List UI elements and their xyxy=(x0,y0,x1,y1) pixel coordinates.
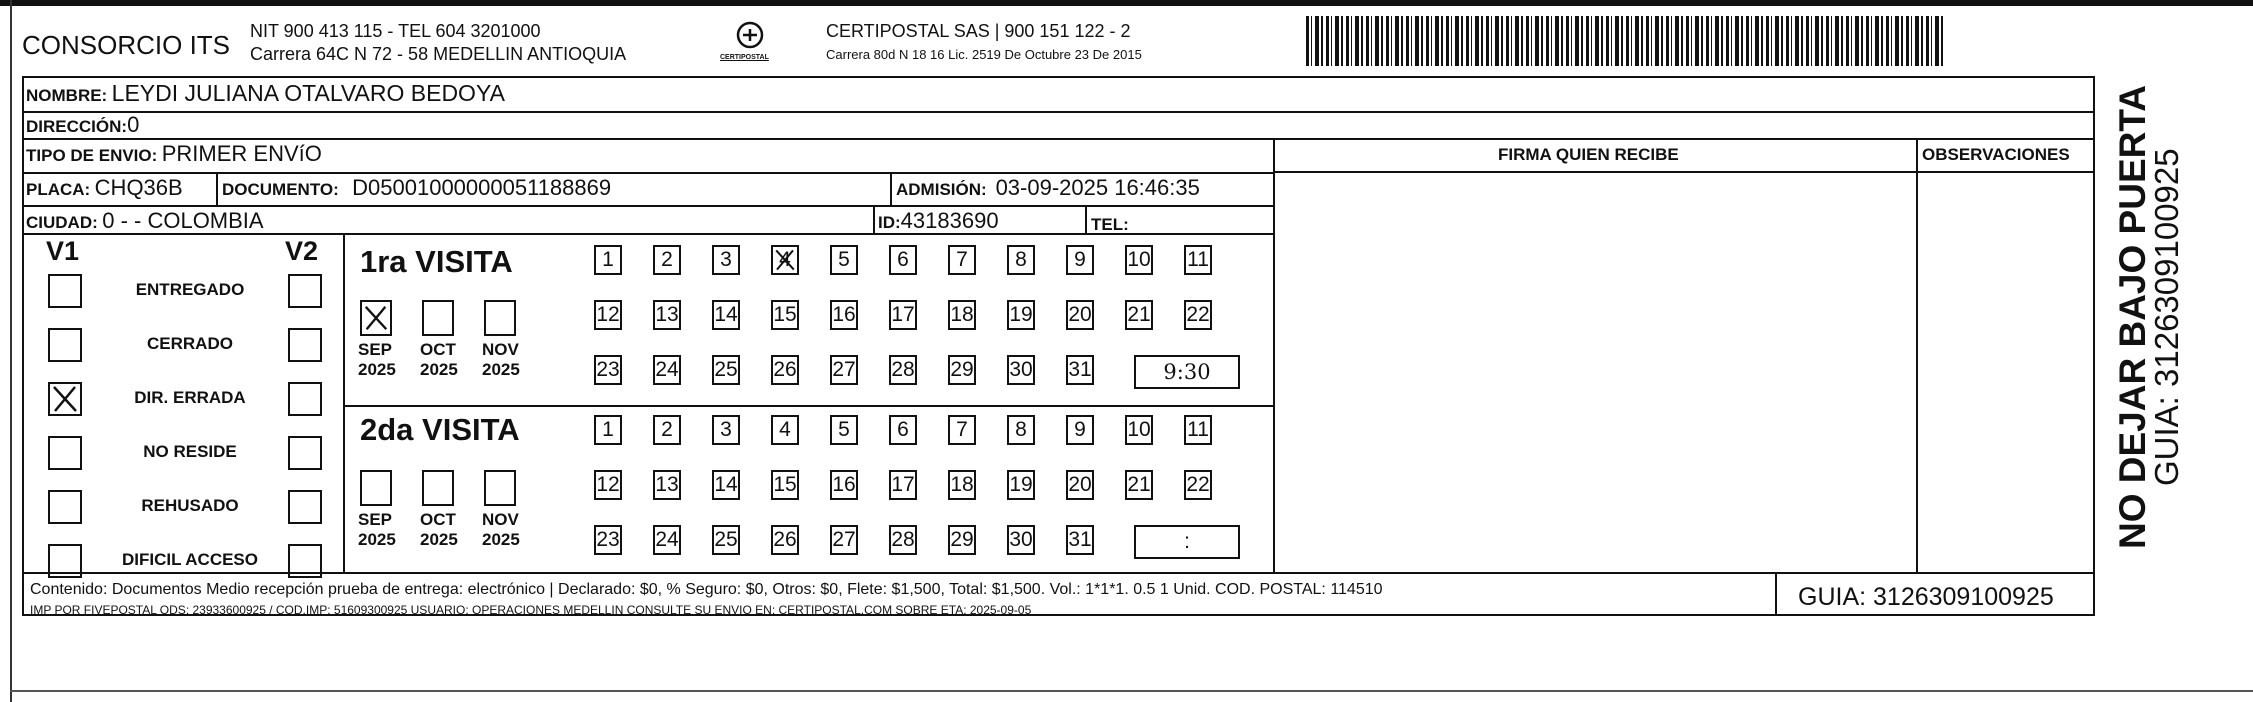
day-box-10[interactable] xyxy=(1125,415,1153,445)
day-box-16[interactable] xyxy=(830,300,858,330)
day-number: 14 xyxy=(714,303,738,326)
day-number: 27 xyxy=(832,528,856,551)
second-visit-title: 2da VISITA xyxy=(360,412,520,447)
year-label: 2025 xyxy=(420,530,458,549)
day-number: 26 xyxy=(773,528,797,551)
day-number: 2 xyxy=(661,418,673,441)
col-divider xyxy=(1775,572,1777,616)
day-number: 6 xyxy=(897,248,909,271)
day-box-11[interactable] xyxy=(1184,245,1212,275)
day-box-8[interactable] xyxy=(1007,415,1035,445)
status-v2-checkbox[interactable] xyxy=(288,274,322,308)
day-number: 31 xyxy=(1068,358,1092,381)
day-number: 11 xyxy=(1187,418,1209,441)
day-box-31[interactable] xyxy=(1066,355,1094,385)
v2-header: V2 xyxy=(285,236,319,266)
placa-label: PLACA: xyxy=(26,180,91,199)
day-number: 7 xyxy=(956,418,968,441)
day-box-9[interactable] xyxy=(1066,415,1094,445)
tipo-envio-field xyxy=(26,141,322,167)
day-number: 8 xyxy=(1015,248,1027,271)
day-number: 25 xyxy=(714,528,738,551)
col-divider xyxy=(890,172,892,205)
month-checkbox-oct[interactable] xyxy=(422,300,454,336)
day-number: 23 xyxy=(596,528,620,551)
day-number: 17 xyxy=(891,303,915,326)
company-name: CONSORCIO ITS xyxy=(22,30,231,60)
month-label: NOV xyxy=(482,510,519,529)
day-number: 17 xyxy=(891,473,915,496)
col-divider xyxy=(216,172,218,205)
company-nit-tel: NIT 900 413 115 - TEL 604 3201000 xyxy=(250,21,541,41)
status-label: DIFICIL ACCESO xyxy=(121,550,258,569)
carrier-address: Carrera 80d N 18 16 Lic. 2519 De Octubre 23 De 2015 xyxy=(826,47,1142,62)
day-number: 18 xyxy=(950,303,974,326)
day-number: 13 xyxy=(655,303,679,326)
day-box-5[interactable] xyxy=(830,245,858,275)
day-box-21[interactable] xyxy=(1125,300,1153,330)
day-number: 21 xyxy=(1127,303,1151,326)
day-number: 29 xyxy=(950,358,974,381)
col-divider xyxy=(1273,138,1275,572)
id-field xyxy=(878,208,999,234)
day-number: 14 xyxy=(714,473,738,496)
day-box-12[interactable] xyxy=(594,300,622,330)
footer-contents: Contenido: Documentos Medio recepción prueba de entrega: electrónico | Declarado: $0, % Seguro: $0, Otros: $0, Flete: $1,500, Total: $1,500. Vol.: 1*1*1. 0.5 1 Unid. COD. POSTAL: 114510 xyxy=(30,581,1383,598)
status-label: REHUSADO xyxy=(141,496,239,515)
day-number: 20 xyxy=(1068,303,1092,326)
status-v1-checkbox[interactable] xyxy=(48,382,82,416)
status-v2-checkbox[interactable] xyxy=(288,328,322,362)
firma-header: FIRMA QUIEN RECIBE xyxy=(1498,145,1679,164)
day-box-19[interactable] xyxy=(1007,470,1035,500)
day-box-26[interactable] xyxy=(771,355,799,385)
day-box-24[interactable] xyxy=(653,525,681,555)
day-number: 9 xyxy=(1074,418,1086,441)
day-box-11[interactable] xyxy=(1184,415,1212,445)
day-box-30[interactable] xyxy=(1007,525,1035,555)
ciudad-label: CIUDAD: xyxy=(26,213,98,232)
status-label: ENTREGADO xyxy=(135,280,245,299)
day-box-26[interactable] xyxy=(771,525,799,555)
month-checkbox-nov[interactable] xyxy=(484,470,516,506)
day-number: 28 xyxy=(891,358,915,381)
day-number: 26 xyxy=(773,358,797,381)
year-label: 2025 xyxy=(358,530,396,549)
time-field-second-visit[interactable]: : xyxy=(1134,525,1240,559)
day-box-18[interactable] xyxy=(948,470,976,500)
day-number: 6 xyxy=(897,418,909,441)
status-v2-checkbox[interactable] xyxy=(288,490,322,524)
row-divider xyxy=(22,138,2095,140)
top-border xyxy=(0,0,2253,6)
direccion-value: 0 xyxy=(127,112,140,137)
day-number: 21 xyxy=(1127,473,1151,496)
day-number: 12 xyxy=(596,473,620,496)
day-number: 4 xyxy=(779,248,791,271)
visit-divider xyxy=(343,405,1273,407)
day-box-20[interactable] xyxy=(1066,470,1094,500)
month-checkbox-sep[interactable] xyxy=(360,470,392,506)
ciudad-value: 0 - - COLOMBIA xyxy=(102,208,264,233)
row-divider xyxy=(22,172,1273,174)
day-number: 19 xyxy=(1009,303,1033,326)
day-number: 5 xyxy=(838,418,850,441)
month-label: NOV xyxy=(482,340,519,359)
day-box-12[interactable] xyxy=(594,470,622,500)
day-number: 3 xyxy=(720,248,732,271)
row-divider xyxy=(1273,171,2095,173)
time-field-first-visit[interactable]: 9:30 xyxy=(1134,355,1240,389)
day-number: 24 xyxy=(655,358,679,381)
status-v2-checkbox[interactable] xyxy=(288,382,322,416)
day-box-7[interactable] xyxy=(948,415,976,445)
day-number: 10 xyxy=(1127,418,1151,441)
day-number: 1 xyxy=(602,248,614,271)
day-number: 22 xyxy=(1186,473,1210,496)
year-label: 2025 xyxy=(482,360,520,379)
month-label: SEP xyxy=(358,510,393,529)
year-label: 2025 xyxy=(420,360,458,379)
day-box-9[interactable] xyxy=(1066,245,1094,275)
day-box-25[interactable] xyxy=(712,525,740,555)
day-number: 8 xyxy=(1015,418,1027,441)
day-box-2[interactable] xyxy=(653,245,681,275)
day-number: 24 xyxy=(655,528,679,551)
day-box-2[interactable] xyxy=(653,415,681,445)
day-number: 16 xyxy=(832,303,856,326)
day-number: 10 xyxy=(1127,248,1151,271)
certipostal-logo-icon xyxy=(735,20,765,50)
direccion-label: DIRECCIÓN: xyxy=(26,117,128,136)
tipo-envio-label: TIPO DE ENVIO: xyxy=(26,146,158,165)
day-box-17[interactable] xyxy=(889,300,917,330)
day-box-14[interactable] xyxy=(712,300,740,330)
day-box-14[interactable] xyxy=(712,470,740,500)
day-number: 22 xyxy=(1186,303,1210,326)
day-box-4[interactable] xyxy=(771,415,799,445)
month-label: OCT xyxy=(420,510,456,529)
day-box-8[interactable] xyxy=(1007,245,1035,275)
footer-print-info: IMP POR FIVEPOSTAL ODS: 23933600925 / COD.IMP: 51609300925 USUARIO: OPERACIONES MEDELLIN CONSULTE SU ENVIO EN: CERTIPOSTAL.COM SOBRE ETA: 2025-09-05 xyxy=(30,603,1032,617)
day-number: 11 xyxy=(1187,248,1209,271)
month-checkbox-oct[interactable] xyxy=(422,470,454,506)
day-box-25[interactable] xyxy=(712,355,740,385)
form-frame xyxy=(22,76,2095,616)
day-number: 27 xyxy=(832,358,856,381)
placa-value: CHQ36B xyxy=(94,175,183,200)
row-divider xyxy=(22,572,2095,574)
documento-label: DOCUMENTO: xyxy=(222,180,339,199)
day-box-24[interactable] xyxy=(653,355,681,385)
day-number: 3 xyxy=(720,418,732,441)
day-box-27[interactable] xyxy=(830,525,858,555)
documento-value: D05001000000051188869 xyxy=(352,175,612,200)
day-box-15[interactable] xyxy=(771,470,799,500)
status-v1-checkbox[interactable] xyxy=(48,274,82,308)
v1-header: V1 xyxy=(46,236,80,266)
guia-vertical: GUIA: 3126309100925 xyxy=(2148,148,2185,486)
day-number: 25 xyxy=(714,358,738,381)
day-number: 20 xyxy=(1068,473,1092,496)
day-number: 23 xyxy=(596,358,620,381)
direccion-field xyxy=(26,112,139,138)
day-number: 18 xyxy=(950,473,974,496)
tipo-envio-value: PRIMER ENVíO xyxy=(161,141,322,166)
tel-label: TEL: xyxy=(1091,215,1129,234)
day-box-15[interactable] xyxy=(771,300,799,330)
day-number: 2 xyxy=(661,248,673,271)
ciudad-field xyxy=(26,208,264,234)
day-box-6[interactable] xyxy=(889,415,917,445)
month-checkbox-nov[interactable] xyxy=(484,300,516,336)
observaciones-header: OBSERVACIONES xyxy=(1922,145,2070,164)
carrier-name: CERTIPOSTAL SAS | 900 151 122 - 2 xyxy=(826,21,1131,41)
day-box-10[interactable] xyxy=(1125,245,1153,275)
month-label: OCT xyxy=(420,340,456,359)
day-number: 15 xyxy=(773,303,797,326)
day-box-3[interactable] xyxy=(712,245,740,275)
admision-label: ADMISIÓN: xyxy=(896,180,987,199)
col-divider xyxy=(1916,138,1918,572)
day-number: 15 xyxy=(773,473,797,496)
first-visit-title: 1ra VISITA xyxy=(360,244,513,279)
day-number: 30 xyxy=(1009,358,1033,381)
day-box-16[interactable] xyxy=(830,470,858,500)
logo-caption: CERTIPOSTAL xyxy=(720,54,769,61)
day-number: 5 xyxy=(838,248,850,271)
left-border xyxy=(10,0,12,702)
day-box-23[interactable] xyxy=(594,355,622,385)
status-v1-checkbox[interactable] xyxy=(48,328,82,362)
status-label: CERRADO xyxy=(147,334,233,353)
day-box-22[interactable] xyxy=(1184,470,1212,500)
admision-value: 03-09-2025 16:46:35 xyxy=(995,175,1200,200)
day-box-7[interactable] xyxy=(948,245,976,275)
day-number: 31 xyxy=(1068,528,1092,551)
day-box-4[interactable] xyxy=(771,245,799,275)
day-number: 13 xyxy=(655,473,679,496)
day-number: 9 xyxy=(1074,248,1086,271)
company-address: Carrera 64C N 72 - 58 MEDELLIN ANTIOQUIA xyxy=(250,44,627,64)
barcode xyxy=(1306,16,1946,66)
day-box-29[interactable] xyxy=(948,355,976,385)
day-box-20[interactable] xyxy=(1066,300,1094,330)
day-number: 29 xyxy=(950,528,974,551)
day-box-21[interactable] xyxy=(1125,470,1153,500)
month-checkbox-sep[interactable] xyxy=(360,300,392,336)
day-box-17[interactable] xyxy=(889,470,917,500)
day-box-30[interactable] xyxy=(1007,355,1035,385)
status-v1-checkbox[interactable] xyxy=(48,490,82,524)
day-number: 12 xyxy=(596,303,620,326)
day-box-1[interactable] xyxy=(594,415,622,445)
footer-guia: GUIA: 3126309100925 xyxy=(1798,583,2054,611)
day-box-5[interactable] xyxy=(830,415,858,445)
status-v1-checkbox[interactable] xyxy=(48,436,82,470)
bottom-border xyxy=(10,690,2253,692)
day-box-3[interactable] xyxy=(712,415,740,445)
status-v2-checkbox[interactable] xyxy=(288,436,322,470)
day-number: 30 xyxy=(1009,528,1033,551)
warning-vertical: NO DEJAR BAJO PUERTA xyxy=(2112,85,2153,549)
day-box-13[interactable] xyxy=(653,300,681,330)
admision-field xyxy=(896,175,1200,201)
day-number: 1 xyxy=(602,418,614,441)
day-number: 7 xyxy=(956,248,968,271)
day-box-31[interactable] xyxy=(1066,525,1094,555)
day-box-22[interactable] xyxy=(1184,300,1212,330)
day-box-6[interactable] xyxy=(889,245,917,275)
status-label: DIR. ERRADA xyxy=(134,388,246,407)
day-box-28[interactable] xyxy=(889,355,917,385)
day-number: 28 xyxy=(891,528,915,551)
day-box-13[interactable] xyxy=(653,470,681,500)
day-number: 4 xyxy=(779,418,791,441)
status-label: NO RESIDE xyxy=(143,442,237,461)
day-number: 16 xyxy=(832,473,856,496)
day-box-19[interactable] xyxy=(1007,300,1035,330)
id-label: ID: xyxy=(878,213,901,232)
nombre-value: LEYDI JULIANA OTALVARO BEDOYA xyxy=(111,80,505,106)
year-label: 2025 xyxy=(482,530,520,549)
day-box-28[interactable] xyxy=(889,525,917,555)
year-label: 2025 xyxy=(358,360,396,379)
status-v1-checkbox[interactable] xyxy=(48,544,82,578)
row-divider xyxy=(22,111,2095,113)
month-label: SEP xyxy=(358,340,393,359)
nombre-label: NOMBRE: xyxy=(26,86,108,105)
col-divider xyxy=(873,205,875,233)
placa-field xyxy=(26,175,183,201)
day-number: 19 xyxy=(1009,473,1033,496)
status-v2-checkbox[interactable] xyxy=(288,544,322,578)
day-box-1[interactable] xyxy=(594,245,622,275)
day-box-23[interactable] xyxy=(594,525,622,555)
day-box-27[interactable] xyxy=(830,355,858,385)
day-box-29[interactable] xyxy=(948,525,976,555)
tel-field xyxy=(1091,210,1129,236)
day-box-18[interactable] xyxy=(948,300,976,330)
documento-field xyxy=(222,175,611,201)
nombre-field xyxy=(26,80,505,107)
col-divider xyxy=(1085,205,1087,233)
col-divider xyxy=(343,233,345,572)
id-value: 43183690 xyxy=(900,208,999,233)
